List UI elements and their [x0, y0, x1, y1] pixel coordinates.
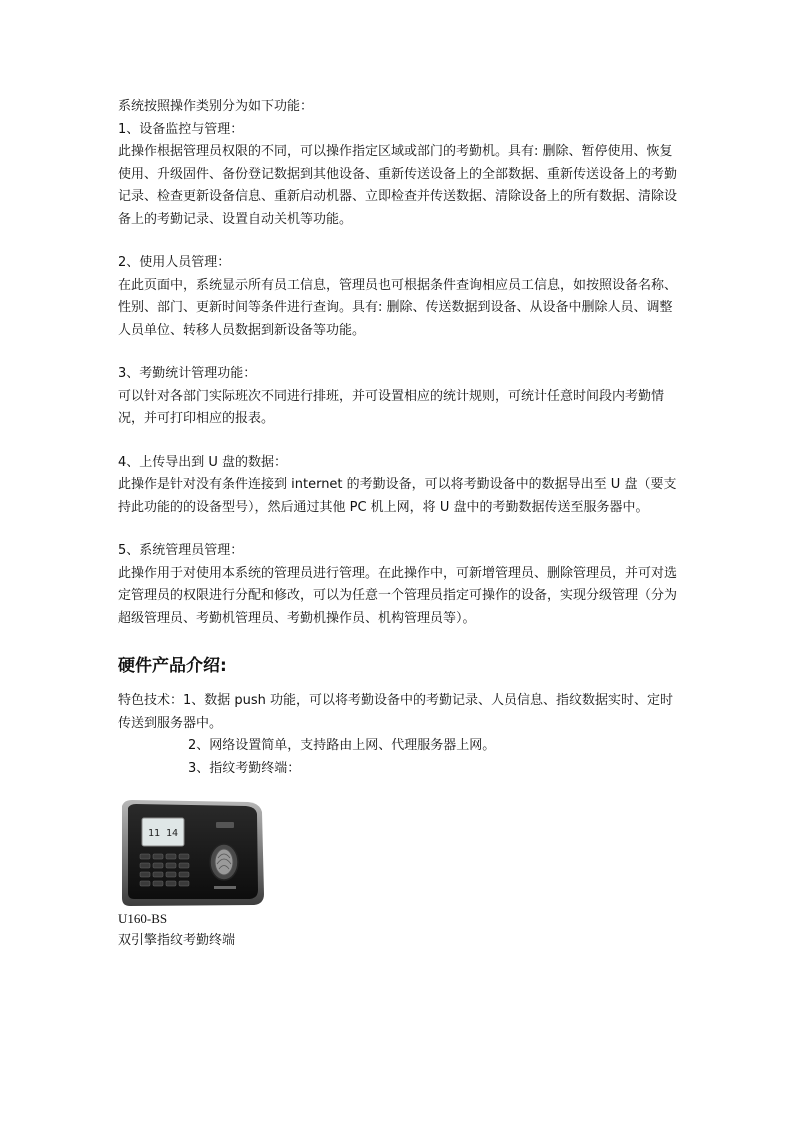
intro-text: 系统按照操作类别分为如下功能： — [118, 99, 314, 114]
section-title: 1、设备监控与管理： — [118, 121, 244, 137]
section-2 — [118, 252, 678, 342]
section-title: 3、考勤统计管理功能： — [118, 366, 257, 381]
section-body: 此操作是针对没有条件连接到 internet 的考勤设备，可以将考勤设备中的数据导出至 U 盘（要支持此功能的的设备型号），然后通过其他 PC 机上网，将 U 盘中的考勤数据传送至服务器中。 — [118, 477, 677, 515]
fingerprint-terminal-image — [118, 798, 266, 908]
feature-2: 2、网络设置简单，支持路由上网、代理服务器上网。 — [188, 738, 496, 753]
section-body: 可以针对各部门实际班次不同进行排班，并可设置相应的统计规则，可统计任意时间段内考勤情况，并可打印相应的报表。 — [118, 388, 665, 426]
feature-3: 3、指纹考勤终端： — [188, 760, 301, 776]
section-title: 4、上传导出到 U 盘的数据： — [118, 454, 288, 470]
section-title: 2、使用人员管理： — [118, 255, 231, 270]
section-1 — [118, 119, 678, 232]
screen-time-text: 11 14 — [147, 828, 179, 839]
product-name: 双引擎指纹考勤终端 — [118, 933, 236, 948]
section-title: 5、系统管理员管理： — [118, 543, 244, 558]
section-body: 在此页面中，系统显示所有员工信息，管理员也可根据条件查询相应员工信息，如按照设备名称、性别、部门、更新时间等条件进行查询。具有: 删除、传送数据到设备、从设备中删除人员、调整人员单位、转移人员数据到新设备等功能。 — [118, 277, 678, 338]
feature-1: 特色技术：1、数据 push 功能，可以将考勤设备中的考勤记录、人员信息、指纹数据实时、定时传送到服务器中。 — [118, 693, 674, 731]
section-3 — [118, 363, 678, 431]
hardware-heading: 硬件产品介绍: — [118, 656, 227, 676]
section-body: 此操作用于对使用本系统的管理员进行管理。在此操作中，可新增管理员、删除管理员，并可对选定管理员的权限进行分配和修改，可以为任意一个管理员指定可操作的设备，实现分级管理（分为超级管理员、考勤机管理员、考勤机操作员、机构管理员等）。 — [118, 565, 678, 626]
fingerprint-terminal-icon — [118, 798, 266, 908]
section-5 — [118, 540, 678, 630]
document-page — [118, 96, 678, 952]
section-4 — [118, 452, 678, 520]
product-model: U160-BS — [118, 911, 168, 926]
section-body: 此操作根据管理员权限的不同，可以操作指定区域或部门的考勤机。具有: 删除、暂停使用、恢复使用、升级固件、备份登记数据到其他设备、重新传送设备上的全部数据、重新传送设备上的考勤记录、检查更新设备信息、重新启动机器、立即检查并传送数据、清除设备上的所有数据、清除设备上的考勤记录、设置自动关机等功能。 — [118, 144, 678, 227]
